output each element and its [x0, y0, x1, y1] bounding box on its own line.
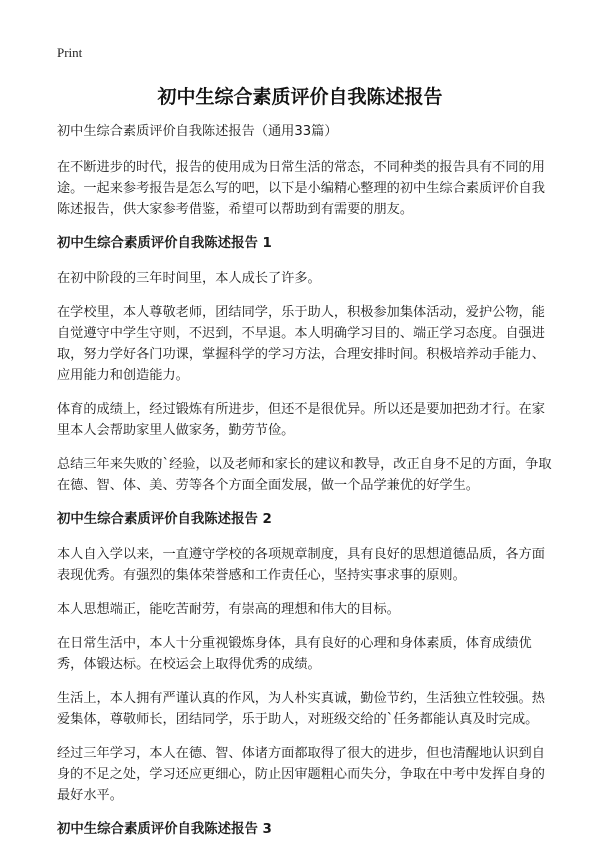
paragraph: 体育的成绩上，经过锻炼有所进步，但还不是很优异。所以还是要加把劲才行。在家里本人会帮助家里人做家务，勤劳节俭。	[57, 402, 545, 438]
paragraph: 在初中阶段的三年时间里，本人成长了许多。	[57, 271, 321, 286]
article-body	[57, 121, 554, 854]
intro-paragraph: 在不断进步的时代，报告的使用成为日常生活的常态，不同种类的报告具有不同的用途。一起来参考报告是怎么写的吧，以下是小编精心整理的初中生综合素质评价自我陈述报告，供大家参考借鉴，希望可以帮助到有需要的朋友。	[57, 160, 545, 217]
print-link[interactable]: Print	[57, 45, 83, 60]
page-title: 初中生综合素质评价自我陈述报告	[157, 86, 443, 108]
paragraph: 经过三年学习，本人在德、智、体诸方面都取得了很大的进步，但也清醒地认识到自身的不足之处，学习还应更细心，防止因审题粗心而失分，争取在中考中发挥自身的最好水平。	[57, 746, 545, 803]
paragraph: 总结三年来失败的`经验，以及老师和家长的建议和教导，改正自身不足的方面，争取在德、智、体、美、劳等各个方面全面发展，做一个品学兼优的好学生。	[57, 457, 552, 493]
section-heading-1: 初中生综合素质评价自我陈述报告 1	[57, 236, 272, 251]
section-heading-2: 初中生综合素质评价自我陈述报告 2	[57, 512, 272, 527]
paragraph: 生活上，本人拥有严谨认真的作风，为人朴实真诚，勤俭节约，生活独立性较强。热爱集体，尊敬师长，团结同学，乐于助人，对班级交给的`任务都能认真及时完成。	[57, 691, 545, 727]
section-heading-3: 初中生综合素质评价自我陈述报告 3	[57, 822, 272, 837]
paragraph: 在学校里，本人尊敬老师，团结同学，乐于助人，积极参加集体活动，爱护公物，能自觉遵守中学生守则，不迟到，不早退。本人明确学习目的、端正学习态度。自强进取，努力学好各门功课，掌握科学的学习方法，合理安排时间。积极培养动手能力、应用能力和创造能力。	[57, 305, 545, 383]
paragraph: 本人思想端正，能吃苦耐劳，有崇高的理想和伟大的目标。	[57, 602, 400, 617]
paragraph: 在日常生活中，本人十分重视锻炼身体，具有良好的心理和身体素质，体育成绩优秀，体锻达标。在校运会上取得优秀的成绩。	[57, 636, 532, 672]
article-subtitle: 初中生综合素质评价自我陈述报告（通用33篇）	[57, 124, 338, 139]
paragraph: 本人自入学以来，一直遵守学校的各项规章制度，具有良好的思想道德品质，各方面表现优秀。有强烈的集体荣誉感和工作责任心，坚持实事求事的原则。	[57, 547, 545, 583]
